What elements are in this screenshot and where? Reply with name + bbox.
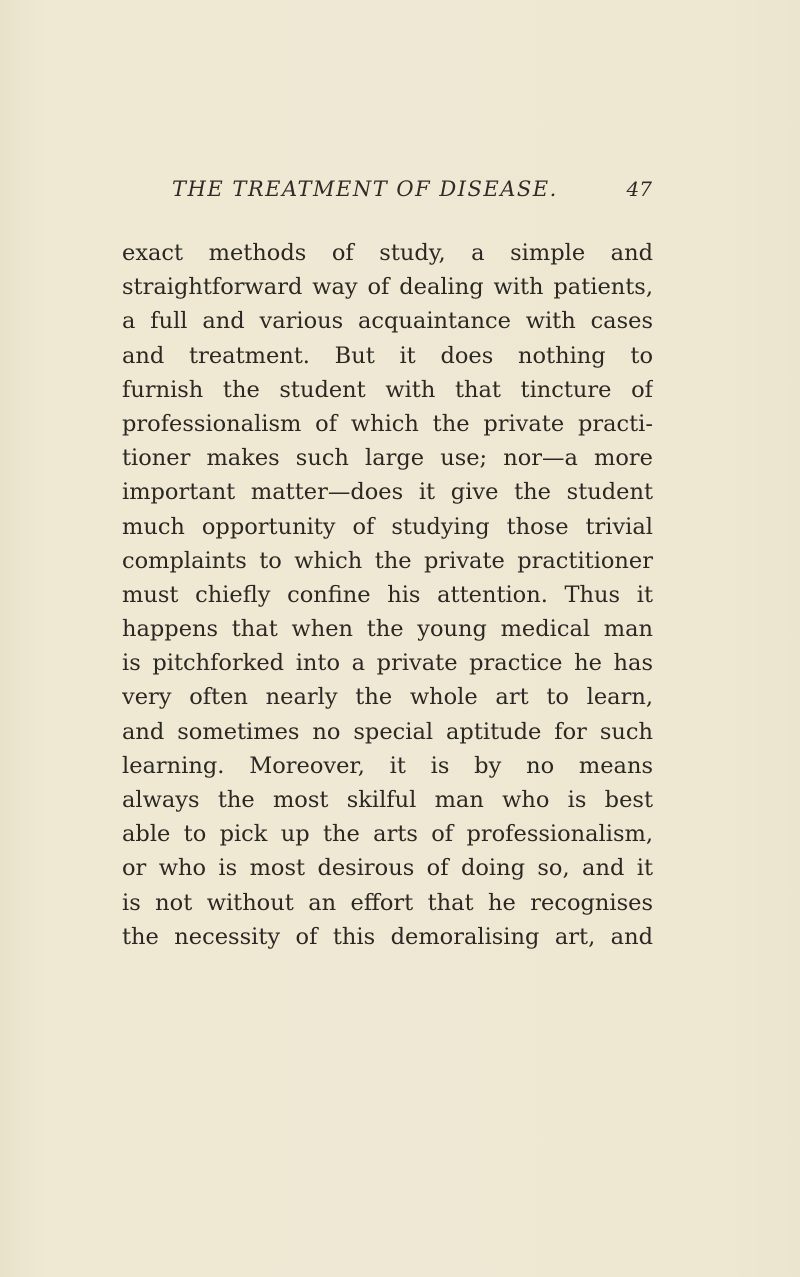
text-line: the necessity of this demoralising art, and — [122, 923, 653, 950]
running-header — [172, 177, 652, 207]
text-line: tioner makes such large use; nor—a more — [122, 445, 653, 472]
page-number: 47 — [626, 177, 652, 201]
text-line: is pitchforked into a private practice he has — [122, 650, 653, 677]
text-line: complaints to which the private practitioner — [122, 547, 653, 574]
text-line: important matter—does it give the student — [122, 479, 653, 506]
text-line: or who is most desirous of doing so, and it — [122, 855, 653, 882]
text-line: learning. Moreover, it is by no means — [122, 752, 653, 779]
running-title: THE TREATMENT OF DISEASE. — [172, 177, 558, 201]
text-line: furnish the student with that tincture of — [122, 376, 653, 403]
text-line: straightforward way of dealing with patients, — [122, 274, 653, 301]
text-line: and sometimes no special aptitude for such — [122, 718, 653, 745]
body-text — [122, 236, 653, 954]
text-line: exact methods of study, a simple and — [122, 240, 653, 266]
text-line: and treatment. But it does nothing to — [122, 342, 653, 369]
text-line: happens that when the young medical man — [122, 616, 653, 643]
text-line: a full and various acquaintance with cases — [122, 308, 653, 335]
text-line: much opportunity of studying those trivial — [122, 513, 653, 540]
text-line: always the most skilful man who is best — [122, 787, 653, 813]
text-line: very often nearly the whole art to learn, — [122, 684, 653, 711]
text-line: able to pick up the arts of professionalism, — [122, 821, 653, 848]
text-line: professionalism of which the private practi- — [122, 410, 653, 437]
text-line: is not without an effort that he recognises — [122, 889, 653, 916]
text-line: must chiefly confine his attention. Thus it — [122, 581, 653, 608]
